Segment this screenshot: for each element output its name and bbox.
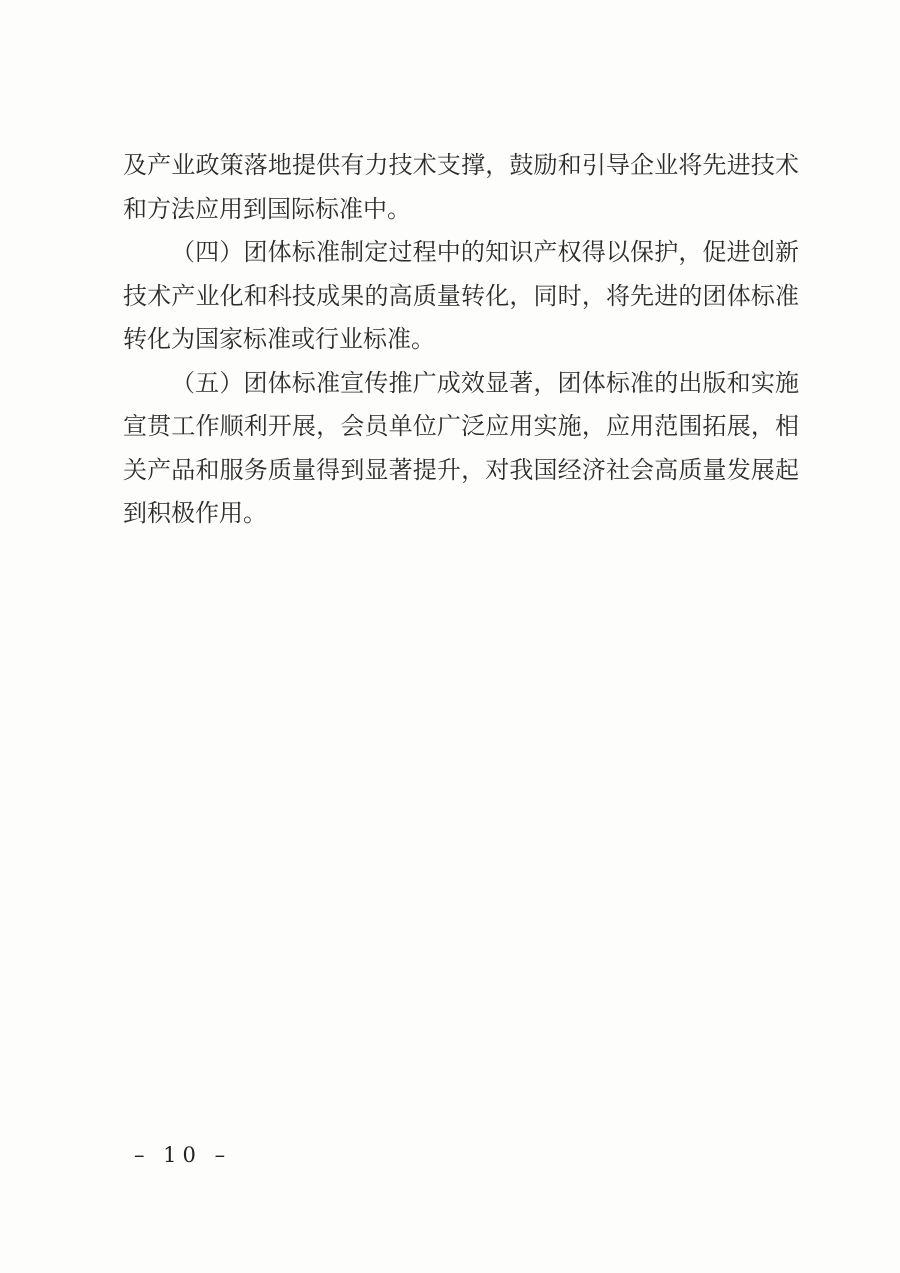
paragraph-item-four: （四）团体标准制定过程中的知识产权得以保护，促进创新技术产业化和科技成果的高质量转化，同时，将先进的团体标准转化为国家标准或行业标准。 (123, 238, 799, 353)
paragraph-item-five: （五）团体标准宣传推广成效显著，团体标准的出版和实施宣贯工作顺利开展，会员单位广泛应用实施，应用范围拓展，相关产品和服务质量得到显著提升，对我国经济社会高质量发展起到积极作用。 (123, 368, 799, 527)
paragraph-continuation: 及产业政策落地提供有力技术支撑，鼓励和引导企业将先进技术和方法应用到国际标准中。 (123, 151, 799, 223)
document-body (123, 144, 799, 536)
page-number: – 10 – (134, 1143, 232, 1167)
